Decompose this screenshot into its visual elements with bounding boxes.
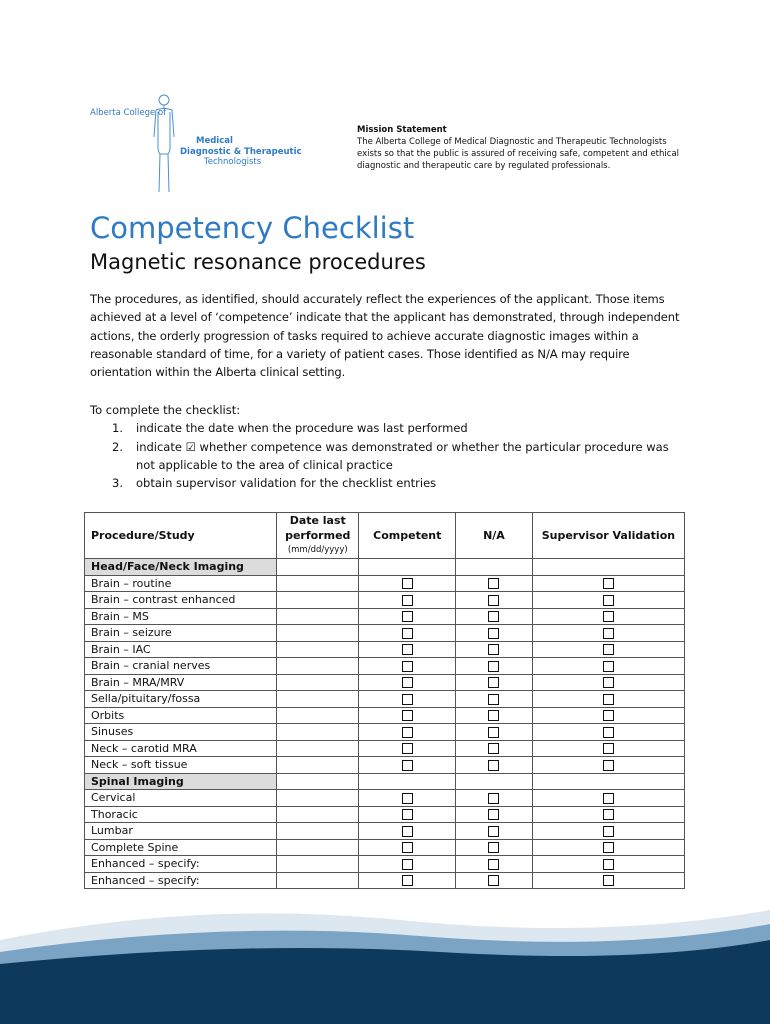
section-blank-cell bbox=[456, 559, 533, 576]
supervisor-cell bbox=[532, 724, 684, 741]
competent-cell bbox=[359, 674, 456, 691]
supervisor-cell bbox=[532, 608, 684, 625]
date-input-cell[interactable] bbox=[277, 806, 359, 823]
date-input-cell[interactable] bbox=[277, 839, 359, 856]
supervisor-checkbox[interactable] bbox=[603, 694, 614, 705]
competent-cell bbox=[359, 575, 456, 592]
procedure-name: Neck – carotid MRA bbox=[85, 740, 277, 757]
competent-cell bbox=[359, 592, 456, 609]
instruction-step bbox=[90, 419, 690, 437]
na-checkbox[interactable] bbox=[488, 661, 499, 672]
competent-checkbox[interactable] bbox=[402, 826, 413, 837]
competent-cell bbox=[359, 625, 456, 642]
section-blank-cell bbox=[532, 559, 684, 576]
procedure-name: Enhanced – specify: bbox=[85, 856, 277, 873]
table-row bbox=[85, 724, 685, 741]
supervisor-cell bbox=[532, 790, 684, 807]
instruction-steps bbox=[90, 419, 690, 492]
competent-checkbox[interactable] bbox=[402, 644, 413, 655]
table-row bbox=[85, 575, 685, 592]
supervisor-cell bbox=[532, 757, 684, 774]
na-checkbox[interactable] bbox=[488, 710, 499, 721]
date-input-cell[interactable] bbox=[277, 856, 359, 873]
table-row bbox=[85, 691, 685, 708]
table-row bbox=[85, 856, 685, 873]
competent-checkbox[interactable] bbox=[402, 809, 413, 820]
competent-cell bbox=[359, 839, 456, 856]
table-row bbox=[85, 823, 685, 840]
section-blank-cell bbox=[277, 773, 359, 790]
procedure-name: Brain – MRA/MRV bbox=[85, 674, 277, 691]
procedure-name: Sella/pituitary/fossa bbox=[85, 691, 277, 708]
na-checkbox[interactable] bbox=[488, 628, 499, 639]
na-checkbox[interactable] bbox=[488, 793, 499, 804]
supervisor-cell bbox=[532, 839, 684, 856]
na-cell bbox=[456, 823, 533, 840]
na-cell bbox=[456, 856, 533, 873]
supervisor-checkbox[interactable] bbox=[603, 859, 614, 870]
competent-checkbox[interactable] bbox=[402, 628, 413, 639]
na-cell bbox=[456, 691, 533, 708]
supervisor-cell bbox=[532, 658, 684, 675]
table-row bbox=[85, 674, 685, 691]
competent-cell bbox=[359, 806, 456, 823]
step-number: 2. bbox=[112, 439, 123, 454]
procedure-name: Brain – contrast enhanced bbox=[85, 592, 277, 609]
competent-cell bbox=[359, 823, 456, 840]
supervisor-cell bbox=[532, 806, 684, 823]
na-checkbox[interactable] bbox=[488, 677, 499, 688]
header-supervisor: Supervisor Validation bbox=[532, 513, 684, 559]
table-row bbox=[85, 608, 685, 625]
page-title: Competency Checklist bbox=[90, 211, 415, 245]
na-checkbox[interactable] bbox=[488, 727, 499, 738]
header-date bbox=[277, 513, 359, 559]
section-blank-cell bbox=[359, 559, 456, 576]
date-input-cell[interactable] bbox=[277, 641, 359, 658]
table-row bbox=[85, 592, 685, 609]
date-input-cell[interactable] bbox=[277, 691, 359, 708]
competent-checkbox[interactable] bbox=[402, 760, 413, 771]
header-competent: Competent bbox=[359, 513, 456, 559]
na-checkbox[interactable] bbox=[488, 859, 499, 870]
competent-checkbox[interactable] bbox=[402, 859, 413, 870]
table-row bbox=[85, 806, 685, 823]
date-input-cell[interactable] bbox=[277, 658, 359, 675]
date-input-cell[interactable] bbox=[277, 823, 359, 840]
na-cell bbox=[456, 707, 533, 724]
supervisor-checkbox[interactable] bbox=[603, 760, 614, 771]
supervisor-cell bbox=[532, 691, 684, 708]
supervisor-cell bbox=[532, 872, 684, 889]
table-row bbox=[85, 757, 685, 774]
na-cell bbox=[456, 575, 533, 592]
date-input-cell[interactable] bbox=[277, 757, 359, 774]
step-text: indicate ☑ whether competence was demonstrated or whether the particular procedure was not applicable to the area of clinical practice bbox=[136, 439, 669, 472]
section-header-row bbox=[85, 559, 685, 576]
logo-text-line1: Alberta College of bbox=[90, 108, 167, 118]
header-na: N/A bbox=[456, 513, 533, 559]
date-input-cell[interactable] bbox=[277, 674, 359, 691]
na-checkbox[interactable] bbox=[488, 760, 499, 771]
section-blank-cell bbox=[277, 559, 359, 576]
supervisor-cell bbox=[532, 707, 684, 724]
date-input-cell[interactable] bbox=[277, 575, 359, 592]
procedure-name: Sinuses bbox=[85, 724, 277, 741]
competent-checkbox[interactable] bbox=[402, 661, 413, 672]
competent-cell bbox=[359, 691, 456, 708]
na-cell bbox=[456, 839, 533, 856]
competent-cell bbox=[359, 641, 456, 658]
competency-table bbox=[84, 512, 685, 889]
supervisor-checkbox[interactable] bbox=[603, 611, 614, 622]
step-text: obtain supervisor validation for the checklist entries bbox=[136, 476, 437, 491]
procedure-name: Cervical bbox=[85, 790, 277, 807]
competent-cell bbox=[359, 724, 456, 741]
na-cell bbox=[456, 658, 533, 675]
table-row bbox=[85, 625, 685, 642]
na-checkbox[interactable] bbox=[488, 694, 499, 705]
table-header-row bbox=[85, 513, 685, 559]
table-row bbox=[85, 641, 685, 658]
date-input-cell[interactable] bbox=[277, 872, 359, 889]
instruction-step bbox=[90, 474, 690, 492]
supervisor-cell bbox=[532, 641, 684, 658]
college-logo bbox=[84, 92, 302, 196]
supervisor-cell bbox=[532, 575, 684, 592]
na-cell bbox=[456, 740, 533, 757]
logo-text-line4: Technologists bbox=[204, 157, 262, 167]
supervisor-checkbox[interactable] bbox=[603, 826, 614, 837]
procedure-name: Brain – seizure bbox=[85, 625, 277, 642]
date-input-cell[interactable] bbox=[277, 707, 359, 724]
competent-checkbox[interactable] bbox=[402, 793, 413, 804]
supervisor-checkbox[interactable] bbox=[603, 628, 614, 639]
competent-checkbox[interactable] bbox=[402, 875, 413, 886]
supervisor-checkbox[interactable] bbox=[603, 875, 614, 886]
na-cell bbox=[456, 757, 533, 774]
supervisor-checkbox[interactable] bbox=[603, 743, 614, 754]
supervisor-cell bbox=[532, 823, 684, 840]
competent-cell bbox=[359, 740, 456, 757]
mission-statement bbox=[357, 124, 687, 172]
procedure-name: Thoracic bbox=[85, 806, 277, 823]
step-number: 3. bbox=[112, 476, 123, 491]
competent-checkbox[interactable] bbox=[402, 595, 413, 606]
na-cell bbox=[456, 608, 533, 625]
step-number: 1. bbox=[112, 421, 123, 436]
na-cell bbox=[456, 674, 533, 691]
supervisor-cell bbox=[532, 625, 684, 642]
na-checkbox[interactable] bbox=[488, 578, 499, 589]
na-cell bbox=[456, 872, 533, 889]
header-procedure: Procedure/Study bbox=[85, 513, 277, 559]
procedure-name: Neck – soft tissue bbox=[85, 757, 277, 774]
instructions bbox=[90, 401, 690, 492]
date-input-cell[interactable] bbox=[277, 724, 359, 741]
supervisor-checkbox[interactable] bbox=[603, 793, 614, 804]
footer-wave bbox=[0, 900, 770, 1024]
procedure-name: Brain – cranial nerves bbox=[85, 658, 277, 675]
table-row bbox=[85, 707, 685, 724]
procedure-name: Enhanced – specify: bbox=[85, 872, 277, 889]
na-cell bbox=[456, 641, 533, 658]
header-date-format: (mm/dd/yyyy) bbox=[287, 545, 348, 555]
mission-title: Mission Statement bbox=[357, 125, 447, 135]
competent-cell bbox=[359, 658, 456, 675]
competent-checkbox[interactable] bbox=[402, 611, 413, 622]
section-blank-cell bbox=[532, 773, 684, 790]
section-title: Spinal Imaging bbox=[85, 773, 277, 790]
section-blank-cell bbox=[456, 773, 533, 790]
competent-cell bbox=[359, 608, 456, 625]
section-title: Head/Face/Neck Imaging bbox=[85, 559, 277, 576]
competent-checkbox[interactable] bbox=[402, 694, 413, 705]
table-row bbox=[85, 740, 685, 757]
date-input-cell[interactable] bbox=[277, 740, 359, 757]
header-date-label: Date last performed bbox=[285, 514, 351, 542]
na-cell bbox=[456, 724, 533, 741]
na-cell bbox=[456, 625, 533, 642]
table-row bbox=[85, 790, 685, 807]
competent-cell bbox=[359, 790, 456, 807]
date-input-cell[interactable] bbox=[277, 592, 359, 609]
supervisor-checkbox[interactable] bbox=[603, 727, 614, 738]
table-row bbox=[85, 872, 685, 889]
supervisor-checkbox[interactable] bbox=[603, 710, 614, 721]
supervisor-checkbox[interactable] bbox=[603, 578, 614, 589]
supervisor-checkbox[interactable] bbox=[603, 595, 614, 606]
logo-text-line2: Medical bbox=[196, 136, 233, 146]
supervisor-checkbox[interactable] bbox=[603, 677, 614, 688]
competent-checkbox[interactable] bbox=[402, 842, 413, 853]
table-row bbox=[85, 839, 685, 856]
supervisor-cell bbox=[532, 592, 684, 609]
supervisor-cell bbox=[532, 856, 684, 873]
na-cell bbox=[456, 806, 533, 823]
instruction-step bbox=[90, 438, 690, 475]
date-input-cell[interactable] bbox=[277, 790, 359, 807]
step-text: indicate the date when the procedure was last performed bbox=[136, 421, 468, 436]
table-row bbox=[85, 658, 685, 675]
procedure-name: Brain – IAC bbox=[85, 641, 277, 658]
competent-checkbox[interactable] bbox=[402, 578, 413, 589]
na-cell bbox=[456, 790, 533, 807]
na-checkbox[interactable] bbox=[488, 611, 499, 622]
competent-cell bbox=[359, 856, 456, 873]
na-cell bbox=[456, 592, 533, 609]
na-checkbox[interactable] bbox=[488, 875, 499, 886]
na-checkbox[interactable] bbox=[488, 826, 499, 837]
na-checkbox[interactable] bbox=[488, 644, 499, 655]
mission-text: The Alberta College of Medical Diagnostic and Therapeutic Technologists exists so that the public is assured of receiving safe, competent and ethical diagnostic and therapeutic care by regulated professionals. bbox=[357, 137, 680, 171]
na-checkbox[interactable] bbox=[488, 842, 499, 853]
competent-cell bbox=[359, 707, 456, 724]
procedure-name: Lumbar bbox=[85, 823, 277, 840]
table-body bbox=[85, 559, 685, 889]
competent-cell bbox=[359, 872, 456, 889]
competent-checkbox[interactable] bbox=[402, 677, 413, 688]
competent-checkbox[interactable] bbox=[402, 727, 413, 738]
procedure-name: Brain – routine bbox=[85, 575, 277, 592]
na-checkbox[interactable] bbox=[488, 809, 499, 820]
competent-checkbox[interactable] bbox=[402, 743, 413, 754]
supervisor-checkbox[interactable] bbox=[603, 644, 614, 655]
na-checkbox[interactable] bbox=[488, 595, 499, 606]
procedure-name: Complete Spine bbox=[85, 839, 277, 856]
supervisor-cell bbox=[532, 674, 684, 691]
section-blank-cell bbox=[359, 773, 456, 790]
procedure-name: Orbits bbox=[85, 707, 277, 724]
date-input-cell[interactable] bbox=[277, 625, 359, 642]
intro-paragraph: The procedures, as identified, should accurately reflect the experiences of the applicant. Those items achieved at a level of ‘competence’ indicate that the applicant has demonstrated, through independent actions, the orderly progression of tasks required to achieve accurate diagnostic images within a reasonable standard of time, for a variety of patient cases. Those identified as N/A may require orientation within the Alberta clinical setting. bbox=[90, 292, 680, 380]
instructions-lead: To complete the checklist: bbox=[90, 403, 241, 417]
section-header-row bbox=[85, 773, 685, 790]
procedure-name: Brain – MS bbox=[85, 608, 277, 625]
supervisor-checkbox[interactable] bbox=[603, 842, 614, 853]
competent-cell bbox=[359, 757, 456, 774]
date-input-cell[interactable] bbox=[277, 608, 359, 625]
supervisor-checkbox[interactable] bbox=[603, 809, 614, 820]
supervisor-checkbox[interactable] bbox=[603, 661, 614, 672]
na-checkbox[interactable] bbox=[488, 743, 499, 754]
page-subtitle: Magnetic resonance procedures bbox=[90, 250, 426, 274]
competent-checkbox[interactable] bbox=[402, 710, 413, 721]
logo-text-line3: Diagnostic & Therapeutic bbox=[180, 147, 302, 157]
supervisor-cell bbox=[532, 740, 684, 757]
